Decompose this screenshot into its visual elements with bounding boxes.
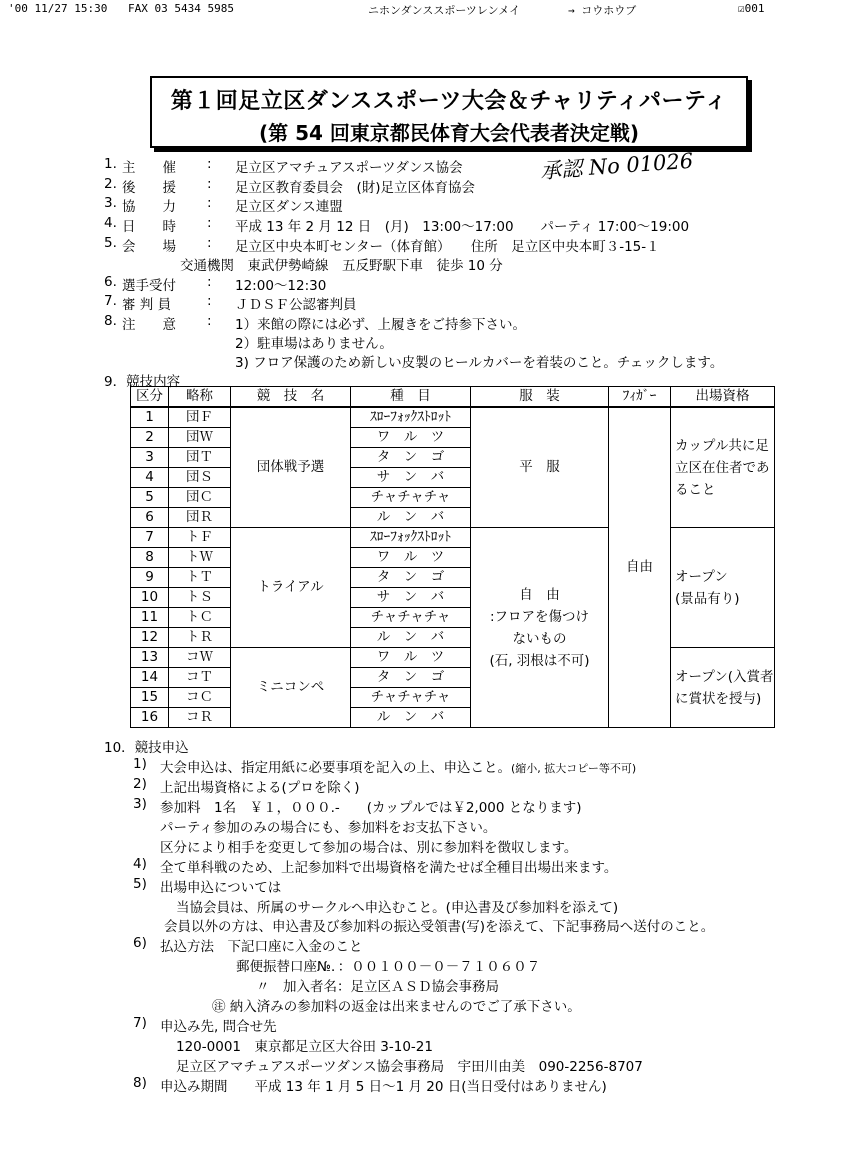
info-colon: : <box>207 293 212 309</box>
row-event: ワ ル ツ <box>351 648 471 668</box>
dress-other-line-1: 自 由 <box>519 586 560 603</box>
info-num: 7. <box>104 293 117 309</box>
row-abbr: 団Ｔ <box>169 448 231 468</box>
info-label: 日 時 <box>122 219 176 235</box>
item-text: 区分により相手を変更して参加の場合は、別に参加料を徴収します。 <box>160 840 578 856</box>
group-mini: ミニコンペ <box>231 648 351 728</box>
info-value: ＪＤＳＦ公認審判員 <box>235 297 357 313</box>
row-abbr: トＷ <box>169 548 231 568</box>
document-title-box <box>150 76 748 148</box>
info-label: 主 催 <box>122 160 176 176</box>
row-no: 9 <box>131 568 169 588</box>
handwritten-approval-number: 承認 No 01026 <box>539 148 694 184</box>
info-value: 平成 13 年 2 月 12 日 (月) 13:00～17:00 パーティ 17:00～19:00 <box>235 219 690 235</box>
row-event: ル ン バ <box>351 508 471 528</box>
info-num: 4. <box>104 215 117 231</box>
info-num: 8. <box>104 313 117 329</box>
row-abbr: コＲ <box>169 708 231 728</box>
qualification-trial <box>671 528 775 648</box>
item-text: 申込み期間 平成 13 年 1 月 5 日～1 月 20 日(当日受付はありません) <box>160 1079 607 1095</box>
group-trial: トライアル <box>231 528 351 648</box>
table-row <box>131 648 775 668</box>
row-event: ル ン バ <box>351 708 471 728</box>
item-num: 6) <box>133 935 147 951</box>
row-no: 11 <box>131 608 169 628</box>
info-colon: : <box>207 195 212 211</box>
item-num: 5) <box>133 876 147 892</box>
row-abbr: トＦ <box>169 528 231 548</box>
info-num: 6. <box>104 274 117 290</box>
info-value: 3) フロア保護のため新しい皮製のヒールカバーを着装のこと。チェックします。 <box>235 355 724 371</box>
fax-page: ☑001 <box>738 2 765 15</box>
info-label: 後 援 <box>122 180 176 196</box>
info-num: 5. <box>104 235 117 251</box>
info-label: 選手受付 <box>122 278 176 294</box>
qualification-trial-line-2: (景品有り) <box>675 590 740 607</box>
header-competition: 競 技 名 <box>231 387 351 408</box>
info-value: 交通機関 東武伊勢崎線 五反野駅下車 徒歩 10 分 <box>180 258 503 274</box>
info-num: 3. <box>104 195 117 211</box>
account-holder: 〃 加入者名：足立区ＡＳＤ協会事務局 <box>256 979 499 995</box>
row-abbr: トＣ <box>169 608 231 628</box>
item-num: 4) <box>133 856 147 872</box>
info-num: 1. <box>104 156 117 172</box>
office-address: 120-0001 東京都足立区大谷田 3-10-21 <box>176 1039 433 1055</box>
postal-account: 郵便振替口座№．：００１００－０－７１０６０７ <box>236 959 541 975</box>
item-text-main: 大会申込は、指定用紙に必要事項を記入の上、申込こと。 <box>160 760 511 776</box>
item-num: 8) <box>133 1075 147 1091</box>
item-text: 参加料 1名 ￥１，０００.- (カップルでは￥2,000 となります) <box>160 800 582 816</box>
row-event: タ ン ゴ <box>351 448 471 468</box>
fax-number: FAX 03 5434 5985 <box>128 2 234 15</box>
row-no: 14 <box>131 668 169 688</box>
qualification-mini: オープン(入賞者に賞状を授与) <box>671 648 775 728</box>
row-no: 7 <box>131 528 169 548</box>
info-colon: : <box>207 313 212 329</box>
figure-free: 自由 <box>609 407 671 728</box>
info-colon: : <box>207 274 212 290</box>
header-event: 種 目 <box>351 387 471 408</box>
header-division: 区分 <box>131 387 169 408</box>
header-qualification: 出場資格 <box>671 387 775 408</box>
item-num: 1) <box>133 756 147 772</box>
dress-other <box>471 528 609 728</box>
row-abbr: 団Ｆ <box>169 407 231 428</box>
row-event: ワ ル ツ <box>351 428 471 448</box>
row-event: チャチャチャ <box>351 488 471 508</box>
row-no: 3 <box>131 448 169 468</box>
row-event: サ ン バ <box>351 588 471 608</box>
refund-notice: ㊟ 納入済みの参加料の返金は出来ませんのでご了承下さい。 <box>212 999 581 1015</box>
item-text: 申込み先, 問合せ先 <box>160 1019 277 1035</box>
row-abbr: 団Ｃ <box>169 488 231 508</box>
table-row <box>131 407 775 428</box>
info-value: 1）来館の際には必ず、上履きをご持参下さい。 <box>235 317 527 333</box>
row-event: チャチャチャ <box>351 608 471 628</box>
section-10-title: 10．競技申込 <box>104 740 189 756</box>
row-no: 16 <box>131 708 169 728</box>
item-num: 3) <box>133 796 147 812</box>
row-no: 10 <box>131 588 169 608</box>
qualification-trial-line-1: オープン <box>675 568 728 585</box>
info-value: 足立区中央本町センター（体育館） 住所 足立区中央本町３-15-１ <box>235 239 660 255</box>
info-value: 2）駐車場はありません。 <box>235 336 393 352</box>
info-num: 2. <box>104 176 117 192</box>
row-no: 8 <box>131 548 169 568</box>
item-text <box>160 756 636 776</box>
title-line-1: 第１回足立区ダンススポーツ大会＆チャリティパーティ <box>170 89 728 114</box>
item-text-note: (縮小, 拡大コピー等不可) <box>511 762 637 775</box>
row-abbr: コＣ <box>169 688 231 708</box>
row-abbr: 団Ｒ <box>169 508 231 528</box>
row-event: ｽﾛｰﾌｫｯｸｽﾄﾛｯﾄ <box>351 407 471 428</box>
group-team: 団体戦予選 <box>231 407 351 528</box>
row-abbr: トＳ <box>169 588 231 608</box>
info-label: 審 判 員 <box>122 297 172 313</box>
info-colon: : <box>207 235 212 251</box>
item-text: 出場申込については <box>160 880 282 896</box>
qualification-team: カップル共に足立区在住者であること <box>671 407 775 528</box>
row-event: ワ ル ツ <box>351 548 471 568</box>
row-abbr: 団Ｗ <box>169 428 231 448</box>
item-text: 払込方法 下記口座に入金のこと <box>160 939 363 955</box>
row-no: 4 <box>131 468 169 488</box>
row-no: 6 <box>131 508 169 528</box>
row-event: ｽﾛｰﾌｫｯｸｽﾄﾛｯﾄ <box>351 528 471 548</box>
row-no: 5 <box>131 488 169 508</box>
row-no: 15 <box>131 688 169 708</box>
dress-other-line-3: ないもの <box>512 630 567 647</box>
row-event: タ ン ゴ <box>351 568 471 588</box>
table-header-row <box>131 387 775 408</box>
info-value: 足立区ダンス連盟 <box>235 199 343 215</box>
info-colon: : <box>207 156 212 172</box>
dress-other-line-4: (石, 羽根は不可) <box>489 652 590 669</box>
header-dress: 服 装 <box>471 387 609 408</box>
dress-team: 平 服 <box>471 407 609 528</box>
table-row <box>131 528 775 548</box>
item-num: 2) <box>133 776 147 792</box>
fax-timestamp: '00 11/27 15:30 <box>8 2 108 15</box>
info-colon: : <box>207 215 212 231</box>
header-abbr: 略称 <box>169 387 231 408</box>
info-value: 足立区教育委員会 (財)足立区体育協会 <box>235 180 476 196</box>
item-text: 上記出場資格による(プロを除く) <box>160 780 360 796</box>
item-text: 当協会員は、所属のサークルへ申込むこと。(申込書及び参加料を添えて) <box>176 900 619 916</box>
row-no: 13 <box>131 648 169 668</box>
office-contact: 足立区アマチュアスポーツダンス協会事務局 宇田川由美 090-2256-8707 <box>176 1059 643 1075</box>
row-abbr: コＷ <box>169 648 231 668</box>
row-abbr: 団Ｓ <box>169 468 231 488</box>
info-label: 注 意 <box>122 317 176 333</box>
fax-recipient: → コウホウブ <box>568 4 637 17</box>
item-text: 全て単科戦のため、上記参加料で出場資格を満たせば全種目出場出来ます。 <box>160 860 618 876</box>
title-line-2: (第 54 回東京都民体育大会代表者決定戦) <box>258 121 640 145</box>
row-event: チャチャチャ <box>351 688 471 708</box>
section-9-title: 9．競技内容 <box>104 374 181 390</box>
info-colon: : <box>207 176 212 192</box>
row-no: 2 <box>131 428 169 448</box>
fax-header <box>0 2 864 18</box>
row-event: サ ン バ <box>351 468 471 488</box>
row-abbr: コＴ <box>169 668 231 688</box>
row-abbr: トＴ <box>169 568 231 588</box>
dress-other-line-2: :フロアを傷つけ <box>489 608 590 625</box>
row-event: タ ン ゴ <box>351 668 471 688</box>
item-num: 7) <box>133 1015 147 1031</box>
row-event: ル ン バ <box>351 628 471 648</box>
info-label: 協 力 <box>122 199 176 215</box>
header-figure: ﾌｨｶﾞｰ <box>609 387 671 408</box>
row-no: 12 <box>131 628 169 648</box>
info-label: 会 場 <box>122 239 176 255</box>
row-abbr: トＲ <box>169 628 231 648</box>
info-value: 足立区アマチュアスポーツダンス協会 <box>235 160 463 176</box>
competition-table <box>130 386 775 728</box>
row-no: 1 <box>131 407 169 428</box>
info-value: 12:00～12:30 <box>235 278 327 294</box>
fax-sender: ニホンダンススポーツレンメイ <box>368 4 521 17</box>
item-text: パーティ参加のみの場合にも、参加料をお支払下さい。 <box>160 820 497 836</box>
item-text: 会員以外の方は、申込書及び参加料の振込受領書(写)を添えて、下記事務局へ送付のこと。 <box>164 919 715 935</box>
